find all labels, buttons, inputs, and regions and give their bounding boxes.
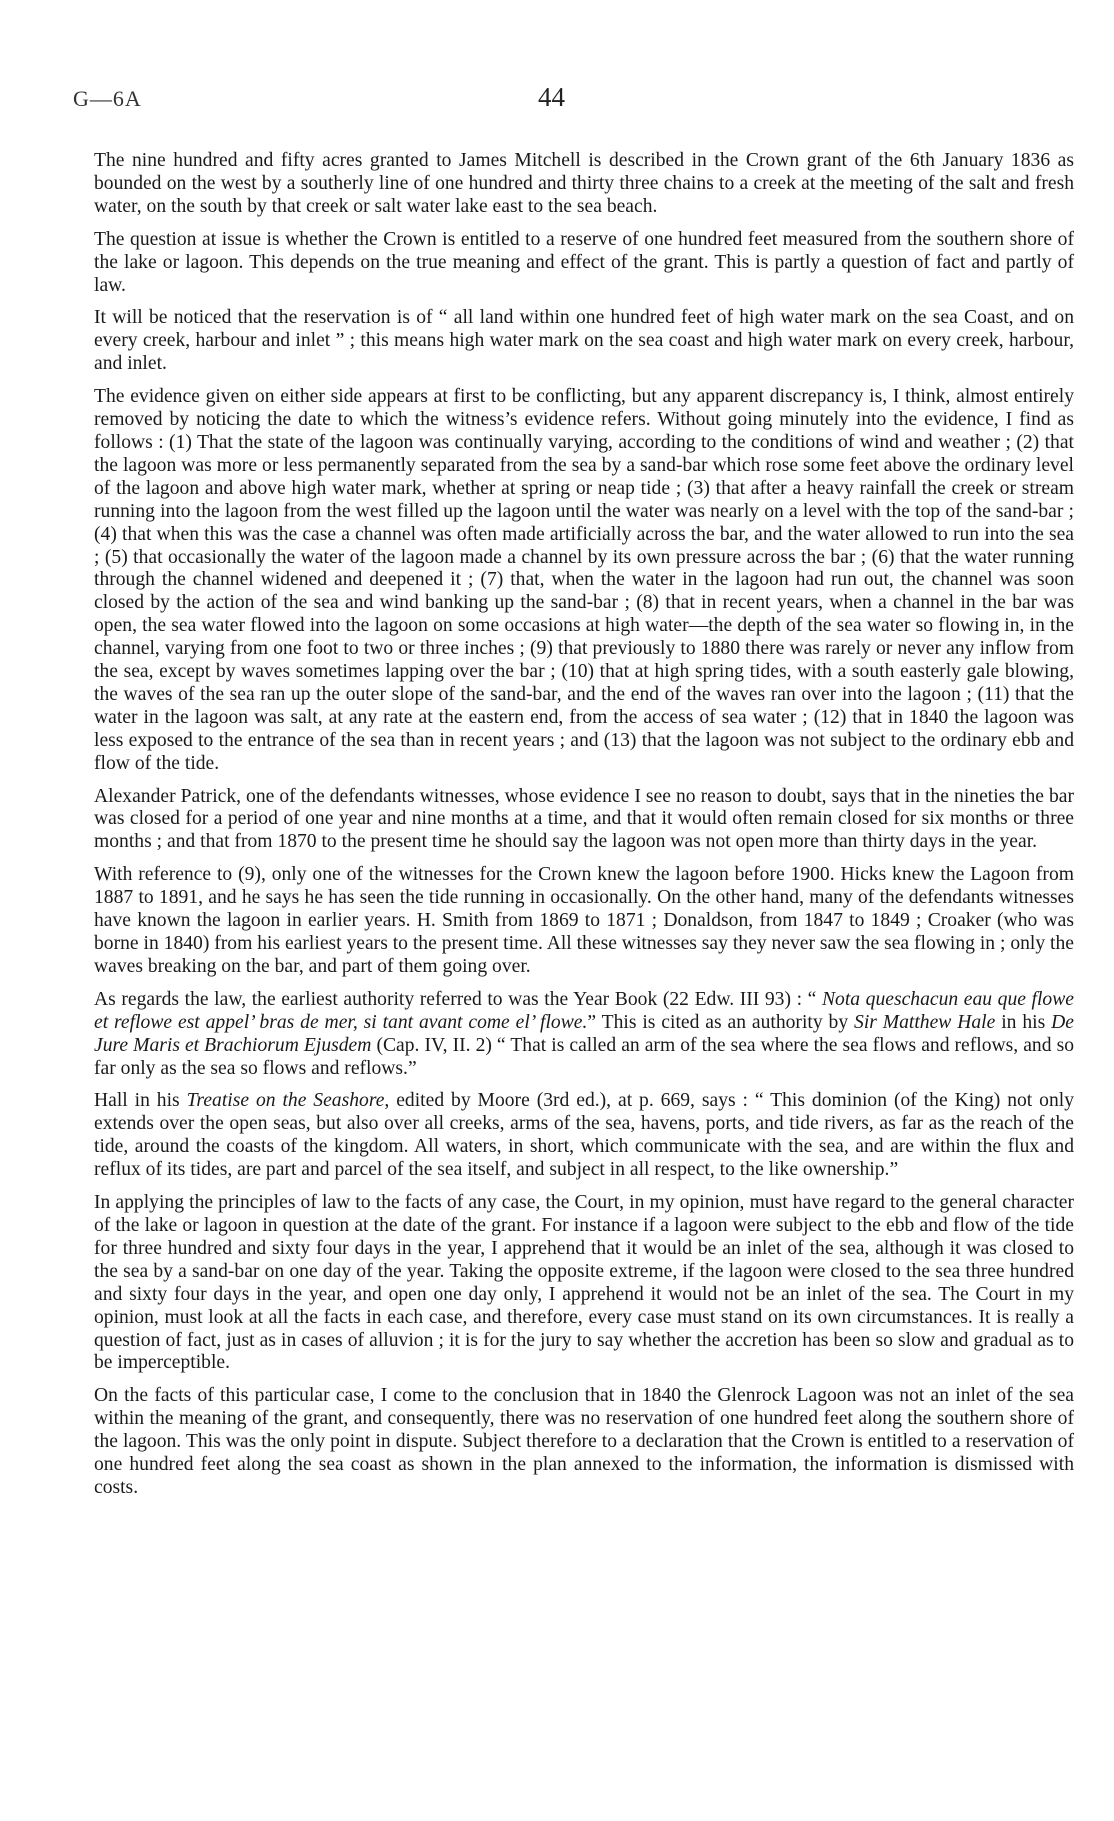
italic-text: Sir Matthew Hale [854,1011,996,1033]
page-number: 44 [538,82,565,112]
italic-text: Nota queschacun eau que flowe et reflowe est appel’ bras de mer, si tant avant come el’ flowe. [94,988,1074,1033]
paragraph [94,386,1074,775]
text-run: The evidence given on either side appears at first to be conflicting, but any apparent discrepancy is, I think, almost entirely removed by noticing the date to which the witness’s evidence refers. Without going minutely into the evidence, I find as follows : (1) That the state of the lagoon was continually varying, according to the conditions of wind and weather ; (2) that the lagoon was more or less permanently separated from the sea by a sand-bar which rose some feet above the ordinary level of the lagoon and above high water mark, whether at spring or neap tide ; (3) that after a heavy rainfall the creek or stream running into the lagoon from the west filled up the lagoon until the water was nearly on a level with the top of the sand-bar ; (4) that when this was the case a channel was often made artificially across the bar, and the water allowed to run into the sea ; (5) that occasionally the water of the lagoon made a channel by its own pressure across the bar ; (6) that the water running through the channel widened and deepened it ; (7) that, when the water in the lagoon had run out, the channel was soon closed by the action of the sea and wind banking up the sand-bar ; (8) that in recent years, when a channel in the bar was open, the sea water flowed into the lagoon on some occasions at high water—the depth of the sea water so flowing in, in the channel, varying from one foot to two or three inches ; (9) that previously to 1880 there was rarely or never any inflow from the sea, except by waves sometimes lapping over the bar ; (10) that at high spring tides, with a south easterly gale blowing, the waves of the sea ran up the outer slope of the sand-bar, and the end of the waves ran over into the lagoon ; (11) that the water in the lagoon was salt, at any rate at the eastern end, from the access of sea water ; (12) that in 1840 the lagoon was less exposed to the entrance of the sea than in recent years ; and (13) that the lagoon was not subject to the ordinary ebb and flow of the tide. [94,386,1074,774]
text-run: , edited by Moore (3rd ed.), at p. 669, says : “ This dominion (of the King) not only extends over the open seas, but also over all creeks, arms of the sea, havens, ports, and tide rivers, as far as the reach of the tide, around the coasts of the kingdom. All waters, in short, which communicate with the sea, and are within the flux and reflux of its tides, are part and parcel of the sea itself, and subject in all respect, to the like ownership.” [94,1090,1074,1181]
text-run: Alexander Patrick, one of the defendants witnesses, whose evidence I see no reason to doubt, says that in the nineties the bar was closed for a period of one year and nine months at a time, and that it would often remain closed for six months or three months ; and that from 1870 to the present time he should say the lagoon was not open more than thirty days in the year. [94,785,1074,853]
text-run: (Cap. IV, II. 2) “ That is called an arm of the sea where the sea flows and reflows, and so far only as the sea so flows and reflows.” [94,1034,1074,1079]
text-run: It will be noticed that the reservation is of “ all land within one hundred feet of high water mark on the sea Coast, and on every creek, harbour and inlet ” ; this means high water mark on the sea coast and high water mark on every creek, harbour, and inlet. [94,307,1074,375]
paragraph [94,989,1074,1081]
paragraph [94,786,1074,855]
paragraph [94,307,1074,376]
paragraph [94,229,1074,298]
document-body [94,150,1074,1510]
document-reference: G—6A [73,86,142,111]
text-run: Hall in his [94,1090,187,1112]
paragraph [94,1192,1074,1375]
text-run: in his [995,1011,1052,1033]
paragraph [94,1385,1074,1500]
text-run: The nine hundred and fifty acres granted to James Mitchell is described in the Crown grant of the 6th January 1836 as bounded on the west by a southerly line of one hundred and thirty three chains to a creek at the meeting of the salt and fresh water, on the south by that creek or salt water lake east to the sea beach. [94,150,1074,217]
text-run: With reference to (9), only one of the witnesses for the Crown knew the lagoon before 1900. Hicks knew the Lagoon from 1887 to 1891, and he says he has seen the tide running in occasionally. On the other hand, many of the defendants witnesses have known the lagoon in earlier years. H. Smith from 1869 to 1871 ; Donaldson, from 1847 to 1849 ; Croaker (who was borne in 1840) from his earliest years to the present time. All these witnesses say they never saw the sea flowing in ; only the waves breaking on the bar, and part of them going over. [94,864,1074,977]
text-run: ” This is cited as an authority by [587,1011,855,1033]
text-run: In applying the principles of law to the facts of any case, the Court, in my opinion, must have regard to the general character of the lake or lagoon in question at the date of the grant. For instance if a lagoon were subject to the ebb and flow of the tide for three hundred and sixty four days in the year, I apprehend that it would be an inlet of the sea, although it was closed to the sea by a sand-bar on one day of the year. Taking the opposite extreme, if the lagoon were closed to the sea three hundred and sixty four days in the year, and open one day only, I apprehend it would not be an inlet of the sea. The Court in my opinion, must look at all the facts in each case, and therefore, every case must stand on its own circumstances. It is really a question of fact, just as in cases of alluvion ; it is for the jury to say whether the accretion has been so slow and gradual as to be imperceptible. [94,1192,1074,1374]
paragraph [94,864,1074,979]
page-header [73,82,1073,126]
text-run: As regards the law, the earliest authority referred to was the Year Book (22 Edw. III 93) : “ [94,988,822,1010]
italic-text: De Jure Maris et Brachiorum Ejusdem [94,1011,1074,1056]
text-run: The question at issue is whether the Crown is entitled to a reserve of one hundred feet measured from the southern shore of the lake or lagoon. This depends on the true meaning and effect of the grant. This is partly a question of fact and partly of law. [94,228,1074,296]
text-run: On the facts of this particular case, I come to the conclusion that in 1840 the Glenrock Lagoon was not an inlet of the sea within the meaning of the grant, and consequently, there was no reservation of one hundred feet along the southern shore of the lagoon. This was the only point in dispute. Subject therefore to a declaration that the Crown is entitled to a reservation of one hundred feet along the sea coast as shown in the plan annexed to the information, the information is dismissed with costs. [94,1385,1074,1498]
paragraph [94,1090,1074,1182]
italic-text: Treatise on the Seashore [186,1090,385,1112]
paragraph [94,150,1074,219]
